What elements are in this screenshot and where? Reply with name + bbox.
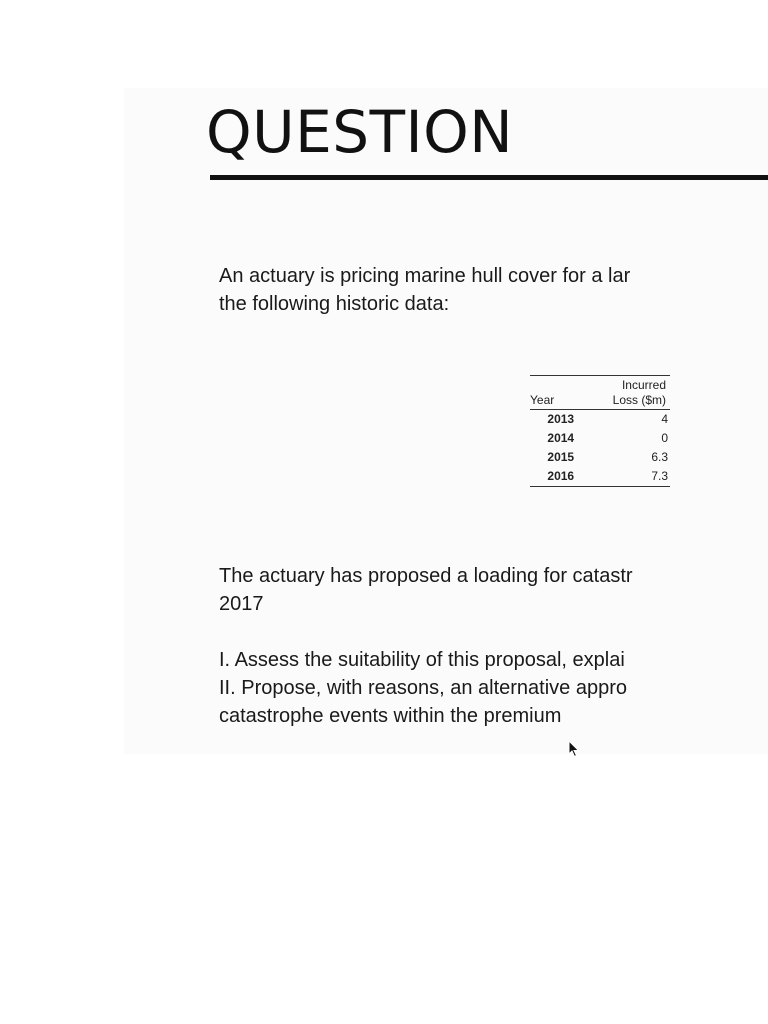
table-cell-year: 2015	[547, 450, 575, 464]
column-header-loss-line-1: Incurred	[621, 378, 666, 392]
table-cell-year: 2013	[547, 412, 575, 426]
tasks-paragraph	[219, 646, 627, 730]
proposal-paragraph	[219, 562, 633, 618]
table-cell-loss: 0	[661, 431, 668, 445]
intro-paragraph	[219, 262, 630, 318]
intro-line-2: the following historic data:	[219, 293, 450, 315]
table-cell-loss: 7.3	[651, 469, 668, 483]
column-header-incurred-loss	[588, 376, 670, 410]
column-header-loss-line-2: Loss ($m)	[612, 393, 666, 407]
loss-history-table	[530, 375, 670, 487]
slide-title: QUESTION	[206, 98, 514, 166]
table-cell-year: 2016	[547, 469, 575, 483]
proposal-line-1: The actuary has proposed a loading for catastr	[219, 565, 633, 587]
intro-line-1: An actuary is pricing marine hull cover for a lar	[219, 265, 631, 287]
table-header-row	[530, 376, 670, 410]
task-line-1: I. Assess the suitability of this proposal, explai	[219, 649, 625, 671]
title-underline	[210, 175, 768, 180]
mouse-pointer-icon	[568, 740, 580, 758]
table-cell-loss: 6.3	[651, 450, 668, 464]
table-row	[530, 410, 670, 430]
table-row	[530, 429, 670, 448]
table-cell-loss: 4	[661, 412, 668, 426]
task-line-2: II. Propose, with reasons, an alternative appro	[219, 677, 628, 699]
table-row	[530, 448, 670, 467]
question-slide	[124, 88, 768, 754]
table-body	[530, 410, 670, 487]
table-cell-year: 2014	[547, 431, 575, 445]
table-header	[530, 376, 670, 410]
column-header-year: Year	[530, 393, 555, 407]
proposal-line-2: 2017	[219, 593, 264, 615]
task-line-3: catastrophe events within the premium	[219, 705, 562, 727]
table-row	[530, 467, 670, 487]
